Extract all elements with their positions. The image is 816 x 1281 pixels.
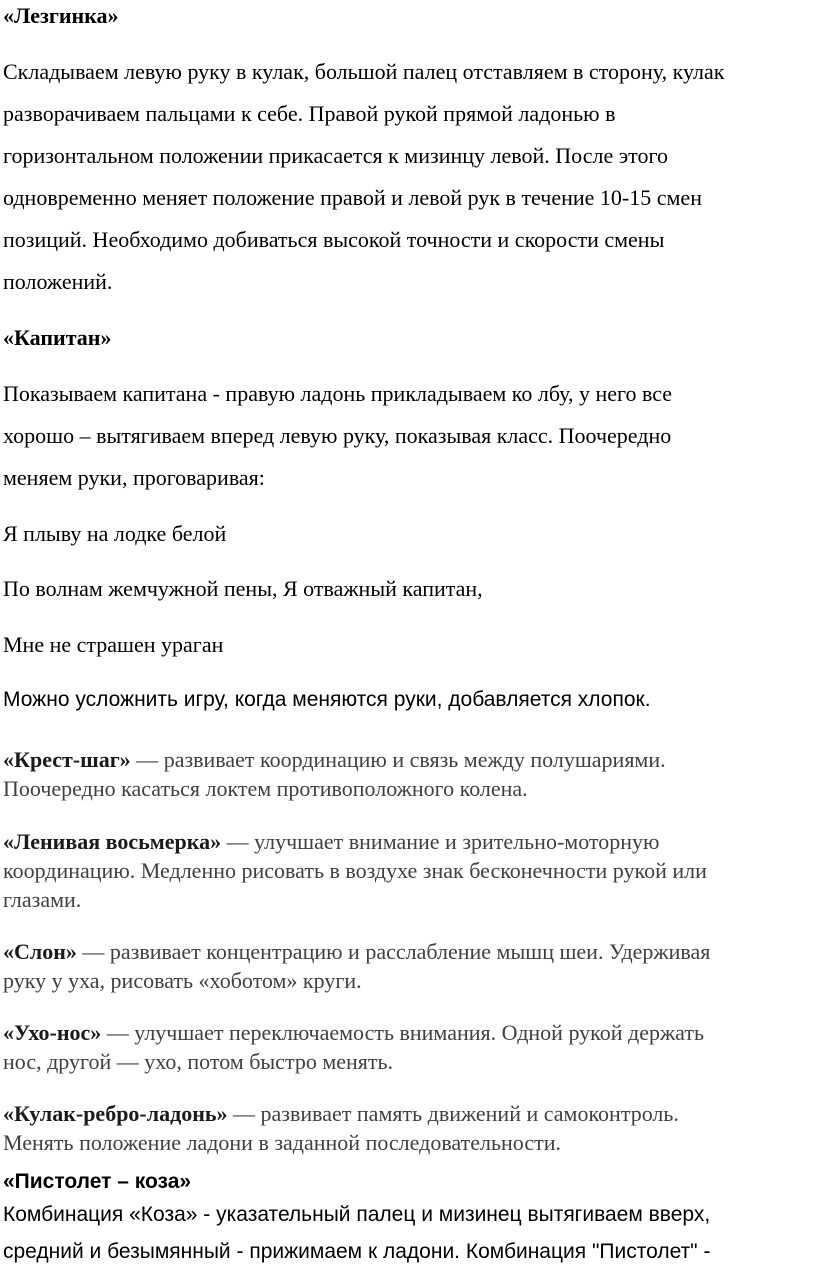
pistolet-text-line: Комбинация «Коза» - указательный палец и мизинец вытягиваем вверх, <box>3 1203 711 1226</box>
exercise-description-line: нос, другой — ухо, потом быстро менять. <box>3 1049 394 1074</box>
exercise-name: «Кулак-ребро-ладонь» <box>3 1101 228 1126</box>
exercise-description-line: Поочередно касаться локтем противоположного колена. <box>3 776 528 801</box>
kapitan-text-line: меняем руки, проговаривая: <box>3 465 265 490</box>
lezginka-text-line: разворачиваем пальцами к себе. Правой рукой прямой ладонью в <box>3 101 616 126</box>
exercise-description-line: Менять положение ладони в заданной последовательности. <box>3 1130 561 1155</box>
exercise-krest-shag <box>3 745 811 803</box>
section-title-lezginka: «Лезгинка» <box>3 3 119 28</box>
lezginka-text-line: положений. <box>3 269 113 294</box>
poem-line: Я плыву на лодке белой <box>3 521 227 546</box>
exercise-description-line: руку у уха, рисовать «хоботом» круги. <box>3 968 362 993</box>
lezginka-text-line: Складываем левую руку в кулак, большой палец отставляем в сторону, кулак <box>3 59 725 84</box>
pistolet-text-line: средний и безымянный - прижимаем к ладони. Комбинация "Пистолет" - <box>3 1240 711 1263</box>
exercise-description: — развивает концентрацию и расслабление мышц шеи. Удерживая <box>76 939 711 964</box>
kapitan-note: Можно усложнить игру, когда меняются руки, добавляется хлопок. <box>3 688 651 711</box>
exercise-description: — развивает координацию и связь между полушариями. <box>130 747 666 772</box>
kapitan-text-line: Показываем капитана - правую ладонь прикладываем ко лбу, у него все <box>3 381 673 406</box>
exercise-lenivaya-vosmerka <box>3 827 811 914</box>
exercise-ukho-nos <box>3 1018 811 1076</box>
poem-line: По волнам жемчужной пены, Я отважный капитан, <box>3 576 483 601</box>
exercise-kulak-rebro-ladon <box>3 1099 811 1157</box>
exercise-slon <box>3 937 811 995</box>
kapitan-text-line: хорошо – вытягиваем вперед левую руку, показывая класс. Поочередно <box>3 423 672 448</box>
section-title-kapitan: «Капитан» <box>3 325 112 350</box>
lezginka-text-line: позиций. Необходимо добиваться высокой точности и скорости смены <box>3 227 665 252</box>
poem-line: Мне не страшен ураган <box>3 632 224 657</box>
lezginka-text-line: горизонтальном положении прикасается к мизинцу левой. После этого <box>3 143 668 168</box>
exercise-description: — развивает память движений и самоконтроль. <box>227 1101 679 1126</box>
exercise-description-line: координацию. Медленно рисовать в воздухе знак бесконечности рукой или <box>3 858 707 883</box>
exercise-name: «Слон» <box>3 939 77 964</box>
exercise-name: «Ухо-нос» <box>3 1020 102 1045</box>
exercise-description: — улучшает переключаемость внимания. Одной рукой держать <box>101 1020 705 1045</box>
exercise-name: «Ленивая восьмерка» <box>3 829 222 854</box>
lezginka-text-line: одновременно меняет положение правой и левой рук в течение 10-15 смен <box>3 185 702 210</box>
section-title-pistolet: «Пистолет – коза» <box>3 1170 192 1193</box>
exercise-description: — улучшает внимание и зрительно-моторную <box>221 829 660 854</box>
exercise-name: «Крест-шаг» <box>3 747 131 772</box>
exercise-description-line: глазами. <box>3 887 82 912</box>
